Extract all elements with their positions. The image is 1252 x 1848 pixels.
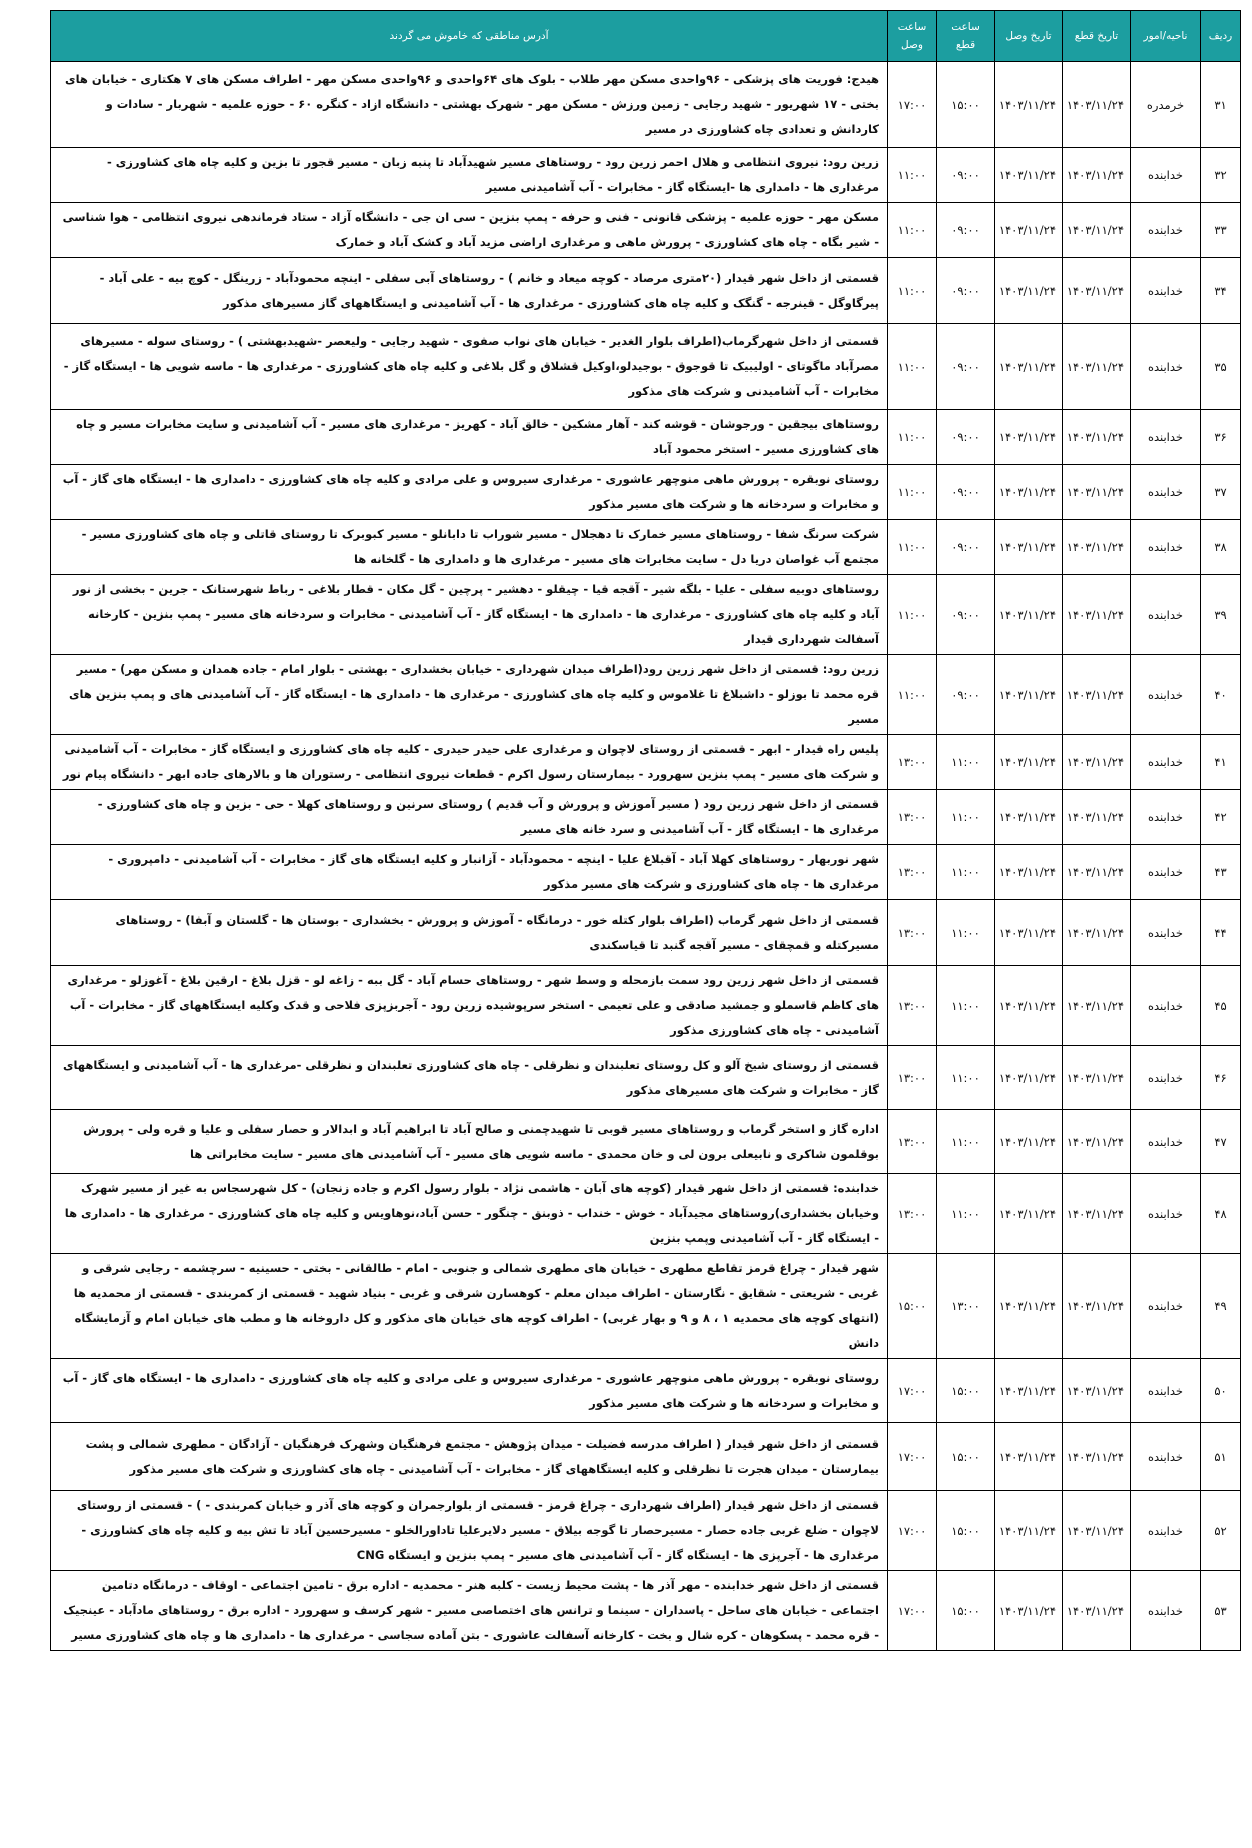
cut-date-cell: ۱۴۰۳/۱۱/۲۴ <box>1063 900 1131 966</box>
cut-time-cell: ۰۹:۰۰ <box>937 655 995 735</box>
connect-date-cell: ۱۴۰۳/۱۱/۲۴ <box>995 324 1063 410</box>
cut-time-cell: ۰۹:۰۰ <box>937 410 995 465</box>
region-cell: خدابنده <box>1131 1174 1201 1254</box>
table-row <box>51 966 1241 1046</box>
cut-date-cell: ۱۴۰۳/۱۱/۲۴ <box>1063 1491 1131 1571</box>
address-cell: هیدج: فوریت های پزشکی - ۹۶واحدی مسکن مهر طلاب - بلوک های ۶۴واحدی و ۹۶واحدی مسکن مهر - اطراف مسکن های ۷ هکتاری - خیابان های بختی - ۱۷ شهریور - شهید رجایی - زمین ورزش - مسکن مهر - شهرک بهشتی - دانشگاه ازاد - کنگره ۶۰ - حوزه علمیه - شهربار - سادات و کاردانش و تعدادی چاه کشاورزی در مسیر <box>51 62 888 148</box>
header-cut-date: تاریخ قطع <box>1063 11 1131 62</box>
address-cell: قسمتی از داخل شهر گرماب (اطراف بلوار کتله خور - درمانگاه - آموزش و پرورش - بخشداری - بوستان ها - گلستان و آبفا) - روستاهای مسیرکتله و قمچقای - مسیر آقجه گنبد تا قیاسکندی <box>51 900 888 966</box>
cut-time-cell: ۱۵:۰۰ <box>937 1571 995 1651</box>
cut-time-cell: ۱۱:۰۰ <box>937 1110 995 1174</box>
address-cell: پلیس راه قیدار - ابهر - قسمتی از روستای لاچوان و مرغداری علی حیدر حیدری - کلیه چاه های کشاورزی و ایستگاه گاز - مخابرات - آب آشامیدنی و شرکت های مسیر - پمپ بنزین سهرورد - بیمارستان رسول اکرم - قطعات نیروی انتظامی - رستوران ها و بالارهای جاده ابهر - دانشگاه پیام نور <box>51 735 888 790</box>
connect-date-cell: ۱۴۰۳/۱۱/۲۴ <box>995 1359 1063 1423</box>
address-cell: قسمتی از داخل شهرگرماب(اطراف بلوار الغدیر - خیابان های نواب صفوی - شهید رجایی - ولیعصر -شهیدبهشتی ) - روستای سوله - مسیرهای مصرآباد ماگوتای - اولیبیک تا قوجوق - بوجیدلو،اوکیل قشلاق و گل بلاغی و کلیه چاه های کشاورزی - مرغداری ها - ماسه شویی ها - ایستگاه گاز - مخابرات - آب آشامیدنی و شرکت های مذکور <box>51 324 888 410</box>
row-number-cell: ۴۶ <box>1201 1046 1241 1110</box>
table-row <box>51 520 1241 575</box>
address-cell: قسمتی از داخل شهر قیدار (۲۰متری مرصاد - کوچه میعاد و خانم ) - روستاهای آبی سفلی - اینچه محمودآباد - زرینگل - کوچ بیه - علی آباد - پیرگاوگل - قینرجه - گنگک و کلیه چاه های کشاورزی - مرغداری ها - آب آشامیدنی و ایستگاههای گاز مسیرهای مذکور <box>51 258 888 324</box>
region-cell: خدابنده <box>1131 1571 1201 1651</box>
connect-date-cell: ۱۴۰۳/۱۱/۲۴ <box>995 520 1063 575</box>
cut-time-cell: ۰۹:۰۰ <box>937 324 995 410</box>
address-cell: روستای نوبقره - پرورش ماهی منوچهر عاشوری - مرغداری سیروس و علی مرادی و کلیه چاه های کشاورزی - دامداری ها - ایستگاه های گاز - آب و مخابرات و سردخانه ها و شرکت های مسیر مذکور <box>51 465 888 520</box>
row-number-cell: ۳۹ <box>1201 575 1241 655</box>
row-number-cell: ۳۷ <box>1201 465 1241 520</box>
address-cell: روستاهای دوبیه سفلی - علیا - بلگه شیر - آقجه قیا - چیقلو - دهشیر - پرچین - گل مکان - قطار بلاغی - رباط شهرستانک - جرین - بخشی از نور آباد و کلیه چاه های کشاورزی - مرغداری ها - دامداری ها - ایستگاه گاز - آب آشامیدنی - مخابرات و سردخانه های مسیر - پمپ بنزین - کارخانه آسفالت شهرداری قیدار <box>51 575 888 655</box>
cut-time-cell: ۰۹:۰۰ <box>937 258 995 324</box>
address-cell: زرین رود: نیروی انتظامی و هلال احمر زرین رود - روستاهای مسیر شهیدآباد تا پنبه زبان - مسیر قجور تا بزین و کلیه چاه های کشاورزی - مرغداری ها - دامداری ها -ایستگاه گاز - مخابرات - آب آشامیدنی مسیر <box>51 148 888 203</box>
connect-date-cell: ۱۴۰۳/۱۱/۲۴ <box>995 845 1063 900</box>
table-row <box>51 1110 1241 1174</box>
cut-time-cell: ۱۵:۰۰ <box>937 1491 995 1571</box>
region-cell: خدابنده <box>1131 258 1201 324</box>
table-row <box>51 62 1241 148</box>
cut-date-cell: ۱۴۰۳/۱۱/۲۴ <box>1063 1174 1131 1254</box>
row-number-cell: ۴۰ <box>1201 655 1241 735</box>
connect-date-cell: ۱۴۰۳/۱۱/۲۴ <box>995 62 1063 148</box>
cut-date-cell: ۱۴۰۳/۱۱/۲۴ <box>1063 62 1131 148</box>
header-region: ناحیه/امور <box>1131 11 1201 62</box>
row-number-cell: ۵۱ <box>1201 1423 1241 1491</box>
table-row <box>51 148 1241 203</box>
row-number-cell: ۵۳ <box>1201 1571 1241 1651</box>
cut-date-cell: ۱۴۰۳/۱۱/۲۴ <box>1063 148 1131 203</box>
table-row <box>51 655 1241 735</box>
address-cell: قسمتی از داخل شهر زرین رود سمت بازمحله و وسط شهر - روستاهای حسام آباد - گل ببه - زاغه لو - قزل بلاغ - ارقین بلاغ - آغوزلو - مرغداری های کاظم قاسملو و جمشید صادقی و علی تعیمی - استخر سرپوشیده زرین رود - آجربزپزی فلاحی و قدک وکلیه ایستگاههای گاز - مخابرات - آب آشامیدنی - چاه های کشاورزی مذکور <box>51 966 888 1046</box>
connect-date-cell: ۱۴۰۳/۱۱/۲۴ <box>995 1254 1063 1359</box>
table-row <box>51 465 1241 520</box>
region-cell: خدابنده <box>1131 1254 1201 1359</box>
address-cell: شرکت سرنگ شفا - روستاهای مسیر خمارک تا دهجلال - مسیر شوراب تا دابانلو - مسیر کبوبرک تا روستای قاتلی و چاه های کشاورزی مسیر - مجتمع آب غواصان دریا دل - سایت مخابرات های مسیر - مرغداری ها و دامداری ها - گلخانه ها <box>51 520 888 575</box>
connect-date-cell: ۱۴۰۳/۱۱/۲۴ <box>995 1110 1063 1174</box>
connect-time-cell: ۱۷:۰۰ <box>888 1359 937 1423</box>
connect-date-cell: ۱۴۰۳/۱۱/۲۴ <box>995 1423 1063 1491</box>
cut-date-cell: ۱۴۰۳/۱۱/۲۴ <box>1063 1423 1131 1491</box>
cut-date-cell: ۱۴۰۳/۱۱/۲۴ <box>1063 258 1131 324</box>
connect-date-cell: ۱۴۰۳/۱۱/۲۴ <box>995 1571 1063 1651</box>
table-row <box>51 1571 1241 1651</box>
cut-time-cell: ۱۱:۰۰ <box>937 1174 995 1254</box>
cut-date-cell: ۱۴۰۳/۱۱/۲۴ <box>1063 1110 1131 1174</box>
connect-date-cell: ۱۴۰۳/۱۱/۲۴ <box>995 258 1063 324</box>
cut-date-cell: ۱۴۰۳/۱۱/۲۴ <box>1063 1571 1131 1651</box>
connect-time-cell: ۱۳:۰۰ <box>888 845 937 900</box>
connect-date-cell: ۱۴۰۳/۱۱/۲۴ <box>995 148 1063 203</box>
address-cell: خدابنده: قسمتی از داخل شهر قیدار (کوچه های آبان - هاشمی نژاد - بلوار رسول اکرم و جاده زنجان) - کل شهرسجاس به غیر از مسیر شهرک وخیابان بخشداری)روستاهای مجیدآباد - خوش - خنداب - ذوبنق - چنگور - حسن آباد،نوهاویس و کلیه چاه های کشاورزی - مرغداری ها - دامداری ها - ایستگاه گاز - آب آشامیدنی وپمپ بنزین <box>51 1174 888 1254</box>
cut-date-cell: ۱۴۰۳/۱۱/۲۴ <box>1063 1359 1131 1423</box>
connect-time-cell: ۱۱:۰۰ <box>888 203 937 258</box>
connect-date-cell: ۱۴۰۳/۱۱/۲۴ <box>995 575 1063 655</box>
table-body <box>51 62 1241 1651</box>
connect-time-cell: ۱۱:۰۰ <box>888 575 937 655</box>
region-cell: خدابنده <box>1131 1491 1201 1571</box>
row-number-cell: ۳۴ <box>1201 258 1241 324</box>
region-cell: خدابنده <box>1131 575 1201 655</box>
table-row <box>51 845 1241 900</box>
connect-time-cell: ۱۱:۰۰ <box>888 465 937 520</box>
cut-date-cell: ۱۴۰۳/۱۱/۲۴ <box>1063 1046 1131 1110</box>
connect-time-cell: ۱۱:۰۰ <box>888 324 937 410</box>
cut-time-cell: ۰۹:۰۰ <box>937 465 995 520</box>
connect-date-cell: ۱۴۰۳/۱۱/۲۴ <box>995 1491 1063 1571</box>
address-cell: قسمتی از داخل شهر قیدار (اطراف شهرداری - چراغ قرمز - قسمتی از بلوارجمران و کوچه های آذر و خیابان کمربندی - ) - قسمتی از روستای لاچوان - ضلع غربی جاده حصار - مسیرحصار تا گوجه بیلاق - مسیر دلایرعلیا تاداورالخلو - مسیرحسین آباد تا تش بیه و کلیه چاه های کشاورزی - مرغداری ها - آجرپزی ها - ایستگاه گاز - آب آشامیدنی های مسیر - پمپ بنزین و ایستگاه CNG <box>51 1491 888 1571</box>
connect-date-cell: ۱۴۰۳/۱۱/۲۴ <box>995 790 1063 845</box>
cut-time-cell: ۱۳:۰۰ <box>937 1254 995 1359</box>
connect-time-cell: ۱۷:۰۰ <box>888 1491 937 1571</box>
region-cell: خرمدره <box>1131 62 1201 148</box>
cut-date-cell: ۱۴۰۳/۱۱/۲۴ <box>1063 790 1131 845</box>
connect-time-cell: ۱۱:۰۰ <box>888 410 937 465</box>
cut-date-cell: ۱۴۰۳/۱۱/۲۴ <box>1063 655 1131 735</box>
cut-time-cell: ۰۹:۰۰ <box>937 575 995 655</box>
connect-date-cell: ۱۴۰۳/۱۱/۲۴ <box>995 465 1063 520</box>
cut-date-cell: ۱۴۰۳/۱۱/۲۴ <box>1063 203 1131 258</box>
row-number-cell: ۵۲ <box>1201 1491 1241 1571</box>
row-number-cell: ۴۹ <box>1201 1254 1241 1359</box>
cut-time-cell: ۱۵:۰۰ <box>937 1423 995 1491</box>
table-row <box>51 1491 1241 1571</box>
row-number-cell: ۳۸ <box>1201 520 1241 575</box>
table-row <box>51 410 1241 465</box>
row-number-cell: ۳۳ <box>1201 203 1241 258</box>
cut-time-cell: ۱۱:۰۰ <box>937 966 995 1046</box>
connect-time-cell: ۱۱:۰۰ <box>888 148 937 203</box>
header-cut-time: ساعت قطع <box>937 11 995 62</box>
outage-schedule-table <box>50 10 1241 1651</box>
region-cell: خدابنده <box>1131 966 1201 1046</box>
connect-time-cell: ۱۷:۰۰ <box>888 1423 937 1491</box>
region-cell: خدابنده <box>1131 520 1201 575</box>
cut-date-cell: ۱۴۰۳/۱۱/۲۴ <box>1063 575 1131 655</box>
header-row <box>51 11 1241 62</box>
connect-time-cell: ۱۵:۰۰ <box>888 1254 937 1359</box>
connect-date-cell: ۱۴۰۳/۱۱/۲۴ <box>995 966 1063 1046</box>
region-cell: خدابنده <box>1131 203 1201 258</box>
row-number-cell: ۳۶ <box>1201 410 1241 465</box>
connect-time-cell: ۱۳:۰۰ <box>888 1110 937 1174</box>
table-row <box>51 324 1241 410</box>
connect-time-cell: ۱۱:۰۰ <box>888 258 937 324</box>
row-number-cell: ۵۰ <box>1201 1359 1241 1423</box>
address-cell: زرین رود: قسمتی از داخل شهر زرین رود(اطراف میدان شهرداری - خیابان بخشداری - بهشتی - بلوار امام - جاده همدان و مسکن مهر) - مسیر قره محمد تا بوزلو - داشبلاغ تا غلاموس و کلیه چاه های کشاورزی - مرغداری ها - دامداری ها - ایستگاه گاز - آب آشامیدنی های و پمپ بنزین های مسیر <box>51 655 888 735</box>
connect-time-cell: ۱۳:۰۰ <box>888 790 937 845</box>
row-number-cell: ۴۲ <box>1201 790 1241 845</box>
cut-date-cell: ۱۴۰۳/۱۱/۲۴ <box>1063 845 1131 900</box>
region-cell: خدابنده <box>1131 655 1201 735</box>
region-cell: خدابنده <box>1131 735 1201 790</box>
header-connect-date: تاریخ وصل <box>995 11 1063 62</box>
connect-time-cell: ۱۳:۰۰ <box>888 1174 937 1254</box>
connect-time-cell: ۱۳:۰۰ <box>888 900 937 966</box>
address-cell: قسمتی از داخل شهر زرین رود ( مسیر آموزش و پرورش و آب قدیم ) روستای سرنین و روستاهای کهلا - حی - بزین و چاه های کشاورزی - مرغداری ها - ایستگاه گاز - آب آشامیدنی و سرد خانه های مسیر <box>51 790 888 845</box>
row-number-cell: ۴۴ <box>1201 900 1241 966</box>
table-row <box>51 790 1241 845</box>
cut-time-cell: ۱۱:۰۰ <box>937 1046 995 1110</box>
connect-time-cell: ۱۱:۰۰ <box>888 520 937 575</box>
connect-date-cell: ۱۴۰۳/۱۱/۲۴ <box>995 900 1063 966</box>
region-cell: خدابنده <box>1131 410 1201 465</box>
cut-time-cell: ۱۵:۰۰ <box>937 1359 995 1423</box>
connect-time-cell: ۱۳:۰۰ <box>888 735 937 790</box>
connect-date-cell: ۱۴۰۳/۱۱/۲۴ <box>995 1046 1063 1110</box>
region-cell: خدابنده <box>1131 845 1201 900</box>
address-cell: اداره گاز و استخر گرماب و روستاهای مسیر قوبی تا شهیدچمنی و صالح آباد تا ابراهیم آباد و ابدالار و حصار سفلی و علیا و قره ولی - پرورش بوقلمون شاکری و نابیعلی برون لی و خان محمدی - ماسه شویی های مسیر - آب آشامیدنی های مسیر - سایت مخابراتی ها <box>51 1110 888 1174</box>
cut-date-cell: ۱۴۰۳/۱۱/۲۴ <box>1063 410 1131 465</box>
connect-time-cell: ۱۳:۰۰ <box>888 966 937 1046</box>
connect-time-cell: ۱۱:۰۰ <box>888 655 937 735</box>
cut-time-cell: ۱۵:۰۰ <box>937 62 995 148</box>
cut-date-cell: ۱۴۰۳/۱۱/۲۴ <box>1063 966 1131 1046</box>
table-row <box>51 575 1241 655</box>
connect-date-cell: ۱۴۰۳/۱۱/۲۴ <box>995 655 1063 735</box>
connect-time-cell: ۱۷:۰۰ <box>888 62 937 148</box>
row-number-cell: ۳۵ <box>1201 324 1241 410</box>
table-row <box>51 1046 1241 1110</box>
row-number-cell: ۴۷ <box>1201 1110 1241 1174</box>
table-row <box>51 900 1241 966</box>
connect-time-cell: ۱۷:۰۰ <box>888 1571 937 1651</box>
table-row <box>51 1174 1241 1254</box>
region-cell: خدابنده <box>1131 324 1201 410</box>
connect-date-cell: ۱۴۰۳/۱۱/۲۴ <box>995 1174 1063 1254</box>
cut-time-cell: ۰۹:۰۰ <box>937 203 995 258</box>
connect-date-cell: ۱۴۰۳/۱۱/۲۴ <box>995 203 1063 258</box>
region-cell: خدابنده <box>1131 1110 1201 1174</box>
address-cell: مسکن مهر - حوزه علمیه - پزشکی قانونی - فنی و حرفه - پمپ بنزین - سی ان جی - دانشگاه آزاد - ستاد فرماندهی نیروی انتظامی - هوا شناسی - شیر بگاه - چاه های کشاورزی - پرورش ماهی و مرغداری اراضی مزید آباد و کشک آباد و خمارک <box>51 203 888 258</box>
connect-date-cell: ۱۴۰۳/۱۱/۲۴ <box>995 410 1063 465</box>
cut-time-cell: ۱۱:۰۰ <box>937 790 995 845</box>
address-cell: روستاهای بیجقین - ورجوشان - قوشه کند - آهار مشکین - خالق آباد - کهریز - مرغداری های مسیر - آب آشامیدنی و سایت مخابرات مسیر و چاه های کشاورزی مسیر - استخر محمود آباد <box>51 410 888 465</box>
header-address: آدرس مناطقی که خاموش می گردند <box>51 11 888 62</box>
region-cell: خدابنده <box>1131 1359 1201 1423</box>
table-row <box>51 1359 1241 1423</box>
address-cell: شهر قیدار - چراغ قرمز تقاطع مطهری - خیابان های مطهری شمالی و جنوبی - امام - طالقانی - بختی - حسینیه - سرچشمه - رجایی شرقی و غربی - شریعتی - شقایق - نگارستان - اطراف میدان معلم - کوهسارن شرقی و غربی - بنیاد شهید - قسمتی از کمربندی - قسمتی از محمدیه ها (انتهای کوچه های محمدیه ۱ ، ۸ و ۹ و بهار غربی) - اطراف کوچه های خیابان های مذکور و کل داروخانه ها و مطب های خیابان امام و آزمایشگاه دانش <box>51 1254 888 1359</box>
address-cell: روستای نوبقره - پرورش ماهی منوچهر عاشوری - مرغداری سیروس و علی مرادی و کلیه چاه های کشاورزی - دامداری ها - ایستگاه های گاز - آب و مخابرات و سردخانه ها و شرکت های مسیر مذکور <box>51 1359 888 1423</box>
table-row <box>51 203 1241 258</box>
cut-date-cell: ۱۴۰۳/۱۱/۲۴ <box>1063 1254 1131 1359</box>
region-cell: خدابنده <box>1131 900 1201 966</box>
region-cell: خدابنده <box>1131 1046 1201 1110</box>
table-row <box>51 1254 1241 1359</box>
header-connect-time: ساعت وصل <box>888 11 937 62</box>
cut-time-cell: ۱۱:۰۰ <box>937 735 995 790</box>
cut-date-cell: ۱۴۰۳/۱۱/۲۴ <box>1063 520 1131 575</box>
table-row <box>51 258 1241 324</box>
address-cell: قسمتی از داخل شهر قیدار ( اطراف مدرسه فضیلت - میدان پژوهش - مجتمع فرهنگیان وشهرک فرهنگیان - آزادگان - مطهری شمالی و پشت بیمارستان - میدان هجرت تا نظرقلی و کلیه ایستگاههای گاز - مخابرات - آب آشامیدنی - چاه های کشاورزی و شرکت های مسیر مذکور <box>51 1423 888 1491</box>
cut-time-cell: ۱۱:۰۰ <box>937 845 995 900</box>
header-row-number: ردیف <box>1201 11 1241 62</box>
row-number-cell: ۴۳ <box>1201 845 1241 900</box>
cut-date-cell: ۱۴۰۳/۱۱/۲۴ <box>1063 324 1131 410</box>
address-cell: قسمتی از داخل شهر خدابنده - مهر آذر ها - پشت محیط زیست - کلبه هنر - محمدیه - اداره برق - تامین اجتماعی - اوقاف - درمانگاه دتامین اجتماعی - خیابان های ساحل - پاسداران - سینما و ترانس های اختصاصی مسیر - شهر کرسف و سهرورد - اداره برق - روستاهای مادآباد - عینجیک - قره محمد - پسکوهان - کره شال و بخت - کارخانه آسفالت عاشوری - بتن آماده سجاسی - مرغداری ها - دامداری ها و چاه های کشاورزی مسیر <box>51 1571 888 1651</box>
table-row <box>51 1423 1241 1491</box>
table-row <box>51 735 1241 790</box>
region-cell: خدابنده <box>1131 148 1201 203</box>
address-cell: قسمتی از روستای شیخ آلو و کل روستای تعلبندان و نظرقلی - چاه های کشاورزی تعلبندان و نظرقلی -مرغداری ها - آب آشامیدنی و ایستگاههای گاز - مخابرات و شرکت های مسیرهای مذکور <box>51 1046 888 1110</box>
row-number-cell: ۴۸ <box>1201 1174 1241 1254</box>
row-number-cell: ۴۱ <box>1201 735 1241 790</box>
connect-date-cell: ۱۴۰۳/۱۱/۲۴ <box>995 735 1063 790</box>
cut-time-cell: ۱۱:۰۰ <box>937 900 995 966</box>
region-cell: خدابنده <box>1131 1423 1201 1491</box>
region-cell: خدابنده <box>1131 790 1201 845</box>
region-cell: خدابنده <box>1131 465 1201 520</box>
row-number-cell: ۳۲ <box>1201 148 1241 203</box>
connect-time-cell: ۱۳:۰۰ <box>888 1046 937 1110</box>
address-cell: شهر نوربهار - روستاهای کهلا آباد - آقبلاغ علیا - اینچه - محمودآباد - آزانبار و کلیه ایستگاه های گاز - مخابرات - آب آشامیدنی - دامپروری - مرغداری ها - چاه های کشاورزی و شرکت های مسیر مذکور <box>51 845 888 900</box>
cut-date-cell: ۱۴۰۳/۱۱/۲۴ <box>1063 735 1131 790</box>
cut-time-cell: ۰۹:۰۰ <box>937 520 995 575</box>
row-number-cell: ۴۵ <box>1201 966 1241 1046</box>
row-number-cell: ۳۱ <box>1201 62 1241 148</box>
cut-date-cell: ۱۴۰۳/۱۱/۲۴ <box>1063 465 1131 520</box>
cut-time-cell: ۰۹:۰۰ <box>937 148 995 203</box>
